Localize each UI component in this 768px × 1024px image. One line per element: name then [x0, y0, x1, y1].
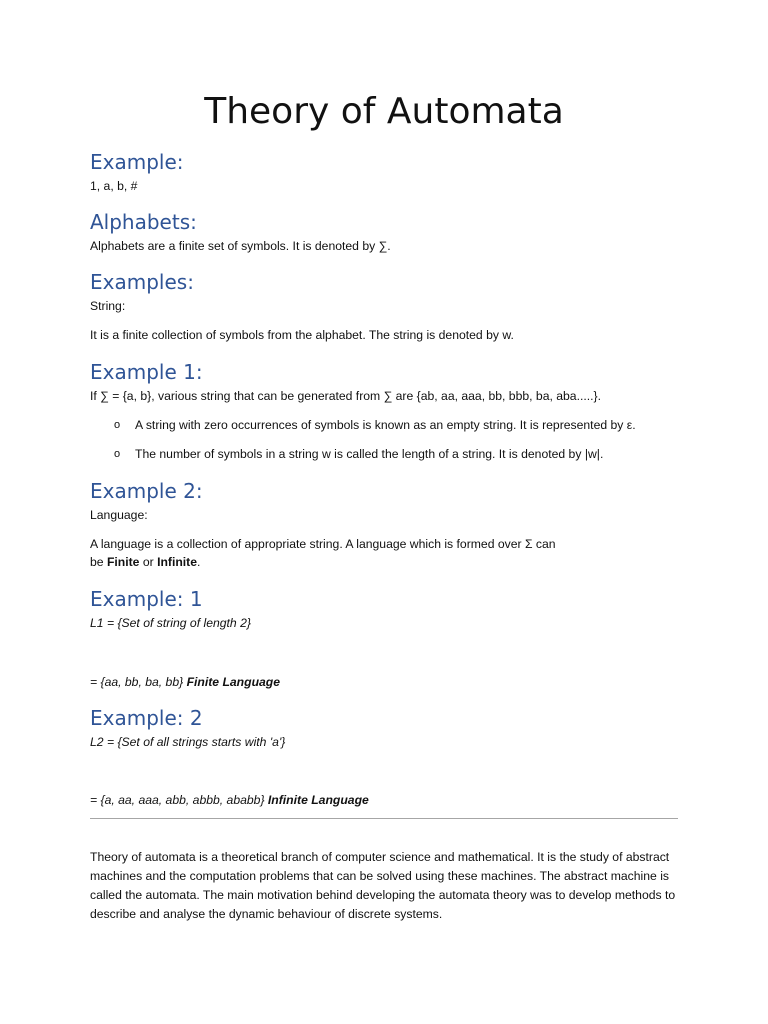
l2-set — [90, 791, 369, 809]
period-text: . — [197, 555, 201, 569]
l1-set — [90, 673, 280, 691]
page-title: Theory of Automata — [204, 91, 564, 132]
language-text-line-1: A language is a collection of appropriate string. A language which is formed over Σ can — [90, 537, 556, 551]
l1-set-values: = {aa, bb, ba, bb} — [90, 675, 187, 689]
finite-term: Finite — [106, 555, 140, 569]
horizontal-divider — [90, 818, 678, 819]
heading-alphabets: Alphabets: — [90, 210, 197, 234]
or-text: or — [139, 555, 158, 569]
summary-paragraph: Theory of automata is a theoretical branch of computer science and mathematical. It is the study of abstract machines and the computation problems that can be solved using these machines. The abstract machine is called the automata. The main motivation behind developing the automata theory was to develop methods to describe and analyse the dynamic behaviour of discrete systems. — [90, 850, 676, 921]
heading-examples: Examples: — [90, 270, 194, 294]
heading-example-2: Example 2: — [90, 479, 203, 503]
string-text: It is a finite collection of symbols from the alphabet. The string is denoted by w. — [90, 328, 514, 342]
bullet-item-empty-string: A string with zero occurrences of symbols is known as an empty string. It is represented by ε. — [135, 418, 636, 432]
l1-definition: L1 = {Set of string of length 2} — [90, 616, 251, 630]
bullet-marker: o — [114, 419, 121, 431]
heading-example: Example: — [90, 150, 184, 174]
language-text-line-2 — [90, 553, 200, 571]
language-text-prefix: be — [90, 555, 107, 569]
l2-set-label: Infinite Language — [267, 793, 369, 807]
heading-example-2b: Example: 2 — [90, 706, 203, 730]
bullet-item-string-length: The number of symbols in a string w is called the length of a string. It is denoted by |w|. — [135, 447, 604, 461]
l2-set-values: = {a, aa, aaa, abb, abbb, ababb} — [90, 793, 268, 807]
l2-definition: L2 = {Set of all strings starts with 'a'} — [90, 735, 286, 749]
heading-example-1: Example 1: — [90, 360, 203, 384]
infinite-term: Infinite — [157, 555, 198, 569]
language-label: Language: — [90, 508, 148, 522]
l1-set-label: Finite Language — [186, 675, 281, 689]
example-1-text: If ∑ = {a, b}, various string that can be generated from ∑ are {ab, aa, aaa, bb, bbb, ba, aba.....}. — [90, 389, 601, 403]
string-label: String: — [90, 299, 126, 313]
heading-example-1b: Example: 1 — [90, 587, 203, 611]
alphabets-text: Alphabets are a finite set of symbols. It is denoted by ∑. — [90, 239, 391, 253]
example-text: 1, a, b, # — [90, 179, 138, 193]
bullet-marker: o — [114, 448, 121, 460]
